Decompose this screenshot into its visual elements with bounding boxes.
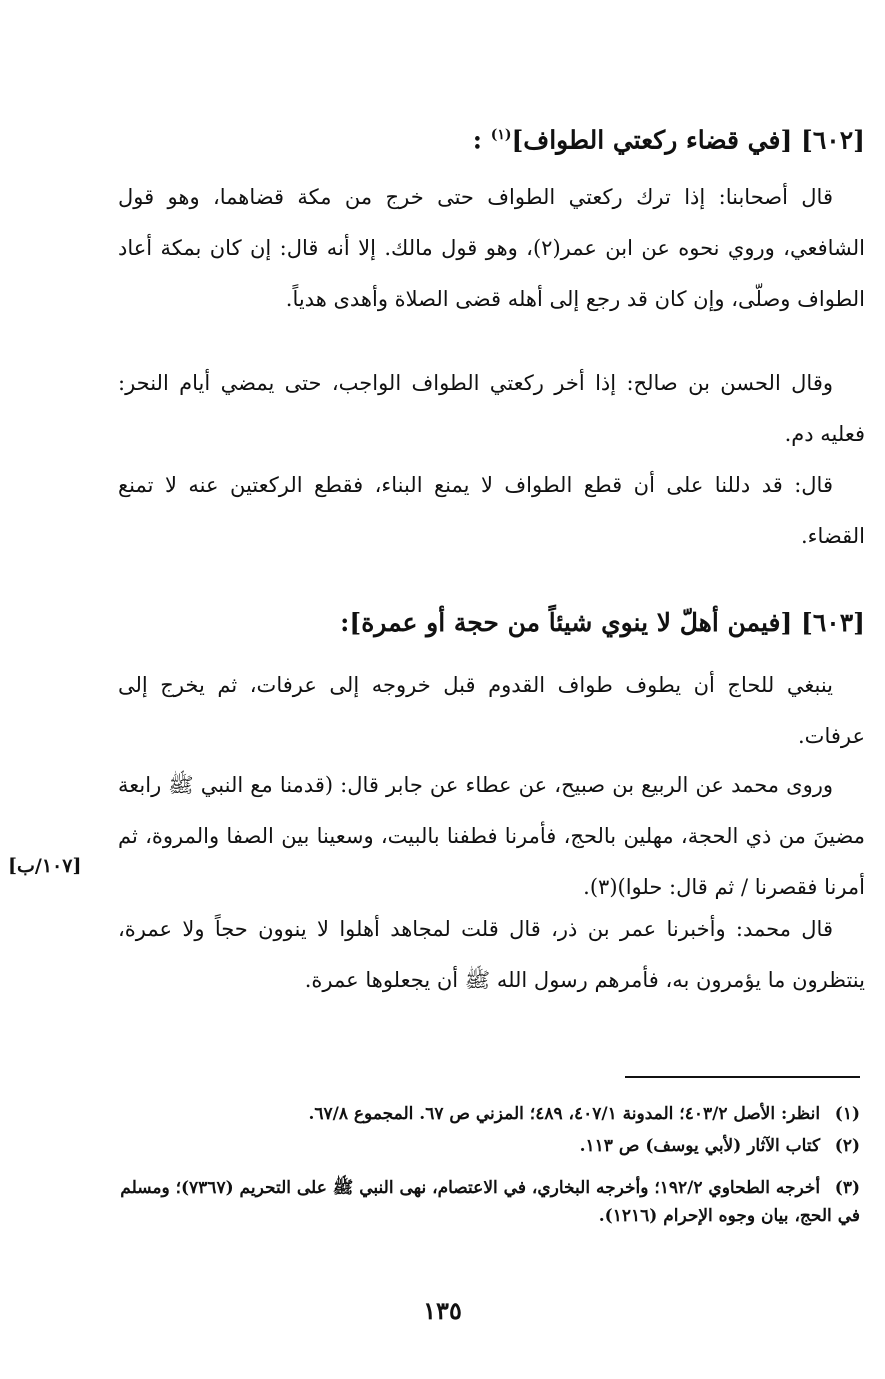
footnote <box>118 1100 860 1128</box>
footnote-number: (٣) <box>834 1178 860 1198</box>
footnote-text: كتاب الآثار (لأبي يوسف) ص ١١٣. <box>579 1136 821 1156</box>
footnote <box>118 1132 860 1160</box>
paragraph: قال محمد: وأخبرنا عمر بن ذر، قال قلت لمجاهد أهلوا لا ينوون حجاً ولا عمرة، ينتظرون ما يؤمرون به، فأمرهم رسول الله ﷺ أن يجعلوها عمرة. <box>118 917 865 992</box>
section-number: [٦٠٢] <box>801 125 865 155</box>
section-title: [في قضاء ركعتي الطواف] <box>511 125 793 155</box>
paragraph: قال: قد دللنا على أن قطع الطواف لا يمنع البناء، فقطع الركعتين عنه لا تمنع القضاء. <box>118 473 865 548</box>
footnote-number: (١) <box>834 1104 860 1124</box>
section-title-colon: : <box>472 125 482 155</box>
section-title: [فيمن أهلّ لا ينوي شيئاً من حجة أو عمرة]: <box>340 608 793 637</box>
page-number: ١٣٥ <box>423 1296 462 1325</box>
paragraph: وروى محمد عن الربيع بن صبيح، عن عطاء عن جابر قال: (قدمنا مع النبي ﷺ رابعة مضينَ من ذي الحجة، مهلين بالحج، فأمرنا فطفنا بالبيت، وسعينا بين الصفا والمروة، ثم أمرنا فقصرنا / ثم قال: حلوا)(٣). <box>118 773 865 899</box>
manuscript-folio-note: [١٠٧/ب] <box>8 855 82 877</box>
paragraph: ينبغي للحاج أن يطوف طواف القدوم قبل خروجه إلى عرفات، ثم يخرج إلى عرفات. <box>118 673 865 748</box>
footnote-number: (٢) <box>834 1136 860 1156</box>
footnote <box>118 1174 860 1230</box>
paragraph: وقال الحسن بن صالح: إذا أخر ركعتي الطواف الواجب، حتى يمضي أيام النحر: فعليه دم. <box>118 371 865 446</box>
section-heading-603 <box>120 606 865 640</box>
paragraph: قال أصحابنا: إذا ترك ركعتي الطواف حتى خرج من مكة قضاهما، وهو قول الشافعي، وروي نحوه عن ابن عمر(٢)، وهو قول مالك. إلا أنه قال: إن كان بمكة أعاد الطواف وصلّى، وإن كان قد رجع إلى أهله قضى الصلاة وأهدى هدياً. <box>118 185 865 311</box>
section-heading-602 <box>120 118 865 157</box>
footnote-text: انظر: الأصل ٤٠٣/٢؛ المدونة ٤٠٧/١، ٤٨٩؛ المزني ص ٦٧. المجموع ٦٧/٨. <box>308 1104 821 1124</box>
section-number: [٦٠٣] <box>801 608 865 637</box>
footnote-divider <box>625 1076 860 1078</box>
footnote-text: أخرجه الطحاوي ١٩٢/٢؛ وأخرجه البخاري، في الاعتصام، نهى النبي ﷺ على التحريم (٧٣٦٧)؛ ومسلم في الحج، بيان وجوه الإحرام (١٢١٦). <box>120 1178 860 1226</box>
footnote-ref: (١) <box>490 127 512 143</box>
